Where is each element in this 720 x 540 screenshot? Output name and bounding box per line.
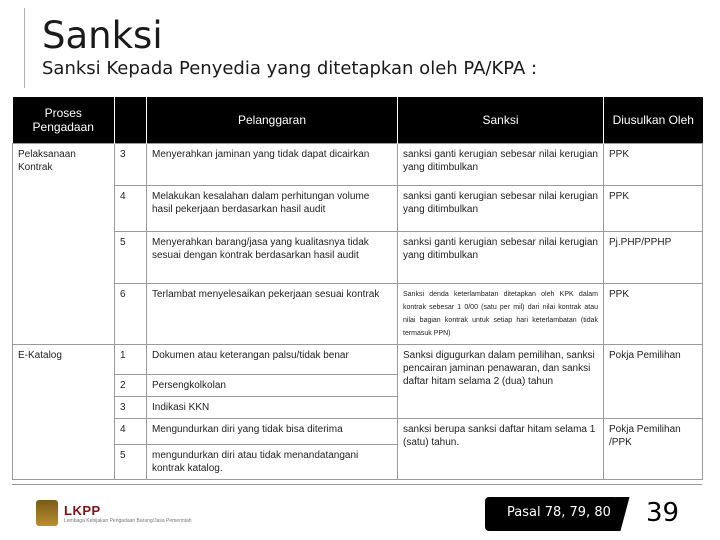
- sanksi-cell: Sanksi digugurkan dalam pemilihan, sanksi pencairan jaminan penawaran, dan sanksi daftar hitam selama 2 (dua) tahun: [398, 345, 604, 419]
- row-number: 3: [115, 144, 147, 186]
- pelanggaran-cell: Persengkolkolan: [147, 375, 398, 397]
- sanksi-cell: sanksi ganti kerugian sebesar nilai kerugian yang ditimbulkan: [398, 144, 604, 186]
- proses-cell: E-Katalog: [13, 345, 115, 480]
- sanksi-cell: Sanksi denda keterlambatan ditetapkan oleh KPK dalam kontrak sebesar 1 0/00 (satu per mil) dari nilai kontrak atau nilai bagian kontrak untuk setiap hari keterlambatan (tidak termasuk PPN): [398, 284, 604, 345]
- logo-small-text: Lembaga Kebijakan Pengadaan Barang/Jasa Pemerintah: [64, 517, 192, 524]
- sanksi-table: [12, 97, 703, 480]
- sanksi-cell: sanksi ganti kerugian sebesar nilai kerugian yang ditimbulkan: [398, 186, 604, 232]
- lkpp-logo: [36, 498, 192, 528]
- pelanggaran-cell: Mengundurkan diri yang tidak bisa diterima: [147, 419, 398, 445]
- footer-divider: [12, 484, 702, 485]
- sanksi-cell: sanksi ganti kerugian sebesar nilai kerugian yang ditimbulkan: [398, 232, 604, 284]
- header-proses-pengadaan: Proses Pengadaan: [13, 97, 115, 144]
- table-row: [13, 232, 703, 284]
- row-number: 5: [115, 445, 147, 480]
- pelanggaran-cell: Menyerahkan jaminan yang tidak dapat dicairkan: [147, 144, 398, 186]
- row-number: 4: [115, 419, 147, 445]
- row-number: 4: [115, 186, 147, 232]
- sanksi-cell: sanksi berupa sanksi daftar hitam selama 1 (satu) tahun.: [398, 419, 604, 480]
- pelanggaran-cell: Indikasi KKN: [147, 397, 398, 419]
- diusulkan-cell: Pokja Pemilihan /PPK: [604, 419, 703, 480]
- pelanggaran-cell: Menyerahkan barang/jasa yang kualitasnya tidak sesuai dengan kontrak berdasarkan hasil audit: [147, 232, 398, 284]
- diusulkan-cell: PPK: [604, 186, 703, 232]
- header-sanksi: Sanksi: [398, 97, 604, 144]
- pelanggaran-cell: Terlambat menyelesaikan pekerjaan sesuai kontrak: [147, 284, 398, 345]
- pelanggaran-cell: mengundurkan diri atau tidak menandatangani kontrak katalog.: [147, 445, 398, 480]
- table-header-row: [13, 97, 703, 144]
- logo-brand-text: LKPP: [64, 502, 101, 518]
- table-row: [13, 144, 703, 186]
- pasal-badge: Pasal 78, 79, 80: [485, 497, 618, 531]
- proses-cell: Pelaksanaan Kontrak: [13, 144, 115, 345]
- header-number: [115, 97, 147, 144]
- header-diusulkan-oleh: Diusulkan Oleh: [604, 97, 703, 144]
- title-accent-line: [24, 8, 25, 88]
- diusulkan-cell: Pj.PHP/PPHP: [604, 232, 703, 284]
- row-number: 6: [115, 284, 147, 345]
- header-pelanggaran: Pelanggaran: [147, 97, 398, 144]
- pelanggaran-cell: Dokumen atau keterangan palsu/tidak benar: [147, 345, 398, 375]
- table-row: [13, 186, 703, 232]
- table-row: [13, 284, 703, 345]
- table-row: [13, 345, 703, 375]
- row-number: 5: [115, 232, 147, 284]
- garuda-emblem-icon: [36, 500, 58, 526]
- diusulkan-cell: Pokja Pemilihan: [604, 345, 703, 419]
- page-number: 39: [646, 498, 680, 528]
- slide-title: Sanksi: [42, 14, 163, 57]
- slide-subtitle: Sanksi Kepada Penyedia yang ditetapkan oleh PA/KPA :: [42, 58, 538, 79]
- pelanggaran-cell: Melakukan kesalahan dalam perhitungan volume hasil pekerjaan berdasarkan hasil audit: [147, 186, 398, 232]
- diusulkan-cell: PPK: [604, 284, 703, 345]
- row-number: 3: [115, 397, 147, 419]
- diusulkan-cell: PPK: [604, 144, 703, 186]
- row-number: 1: [115, 345, 147, 375]
- row-number: 2: [115, 375, 147, 397]
- table-row: [13, 419, 703, 445]
